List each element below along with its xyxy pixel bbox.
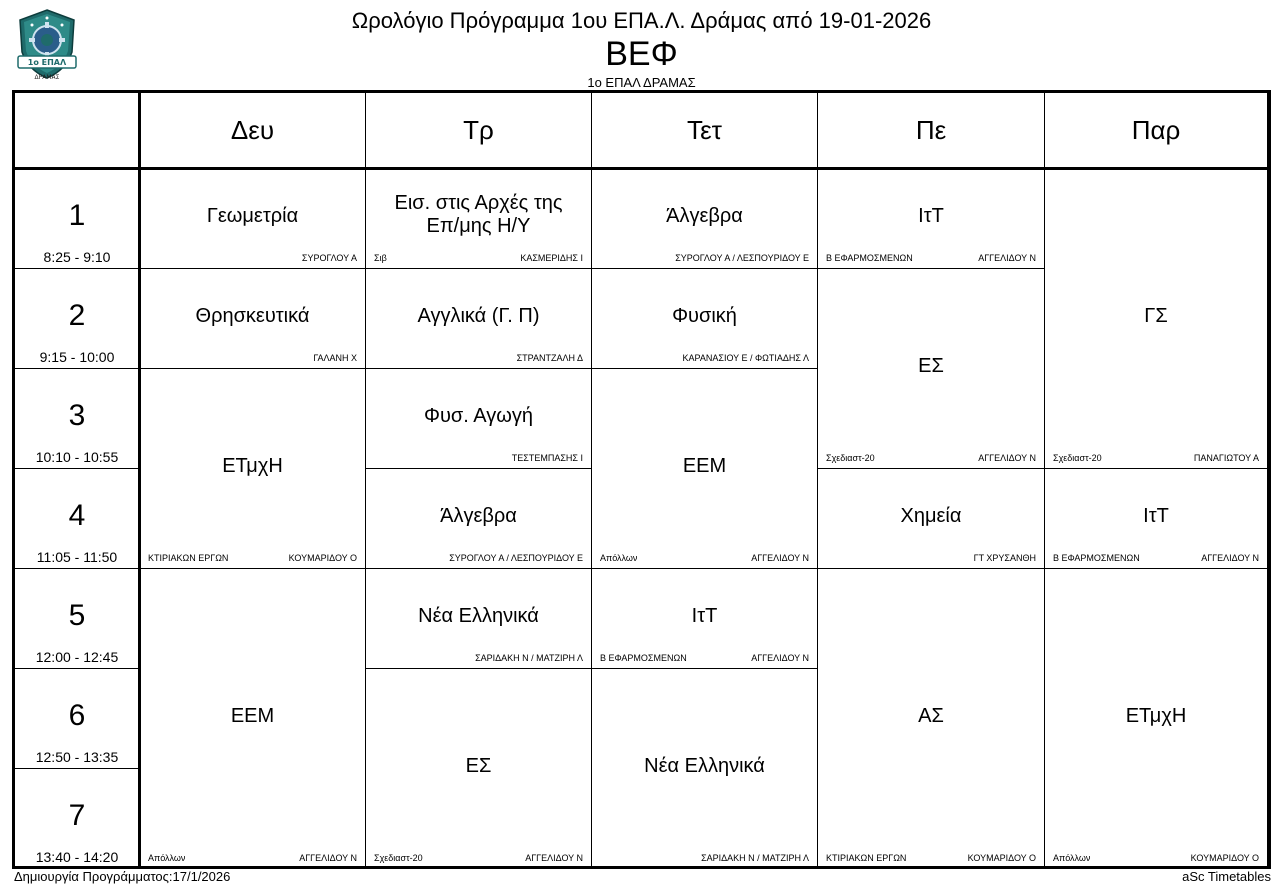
lesson-card[interactable] [592,169,818,269]
lesson-subject: Άλγεβρα [666,205,743,227]
lesson-subject: Θρησκευτικά [195,305,310,327]
lesson-teacher: ΑΓΓΕΛΙΔΟΥ Ν [751,553,809,563]
lesson-subject: Φυσ. Αγωγή [424,405,533,427]
lesson-card[interactable] [818,269,1045,469]
lesson-subject: Εισ. στις Αρχές της Επ/μης Η/Υ [394,192,563,237]
lesson-room: Σχεδιαστ-20 [826,453,875,463]
lesson-subject: ΕΕΜ [682,455,727,477]
day-header: Παρ [1045,93,1268,169]
lesson-teacher: ΑΓΓΕΛΙΔΟΥ Ν [978,453,1036,463]
lesson-card[interactable] [592,369,818,569]
period-number: 1 [68,199,86,232]
lesson-card[interactable] [1045,469,1268,569]
period-number: 7 [68,799,86,832]
lesson-subject: Νέα Ελληνικά [644,755,765,777]
lesson-room: ΚΤΙΡΙΑΚΩΝ ΕΡΓΩΝ [148,553,229,563]
lesson-card[interactable] [366,569,592,669]
period-cell [15,769,140,869]
period-number: 6 [68,699,86,732]
period-time: 8:25 - 9:10 [43,249,111,265]
period-number: 4 [68,499,86,532]
svg-text:1ο ΕΠΑΛ: 1ο ΕΠΑΛ [27,58,67,67]
lesson-room: Σχεδιαστ-20 [1053,453,1102,463]
lesson-teacher: ΣΑΡΙΔΑΚΗ Ν / ΜΑΤΖΙΡΗ Λ [475,653,583,663]
period-number: 2 [68,299,86,332]
lesson-teacher: ΣΥΡΟΓΛΟΥ Α [301,253,357,263]
day-header: Πε [818,93,1045,169]
lesson-card[interactable] [592,569,818,669]
lesson-card[interactable] [366,469,592,569]
lesson-teacher: ΚΟΥΜΑΡΙΔΟΥ Ο [288,553,357,563]
lesson-room: Β ΕΦΑΡΜΟΣΜΕΝΩΝ [600,653,687,663]
lesson-room: ΚΤΙΡΙΑΚΩΝ ΕΡΓΩΝ [826,853,907,863]
lesson-teacher: ΑΓΓΕΛΙΔΟΥ Ν [525,853,583,863]
lesson-teacher: ΚΟΥΜΑΡΙΔΟΥ Ο [967,853,1036,863]
lesson-teacher: ΣΥΡΟΓΛΟΥ Α / ΛΕΣΠΟΥΡΙΔΟΥ Ε [449,553,583,563]
lesson-subject: ΓΣ [1144,305,1168,327]
period-cell [15,369,140,469]
lesson-subject: Φυσική [672,305,737,327]
lesson-card[interactable] [818,169,1045,269]
lesson-subject: ΕΕΜ [230,705,275,727]
lesson-room: Σιβ [374,253,387,263]
lesson-teacher: ΓΤ ΧΡΥΣΑΝΘΗ [973,553,1036,563]
lesson-card[interactable] [366,169,592,269]
period-cell [15,469,140,569]
lesson-teacher: ΚΟΥΜΑΡΙΔΟΥ Ο [1190,853,1259,863]
day-header: Τρ [366,93,592,169]
lesson-subject: ΙτΤ [1143,505,1169,527]
lesson-card[interactable] [140,569,366,869]
lesson-card[interactable] [366,369,592,469]
lesson-teacher: ΚΑΣΜΕΡΙΔΗΣ Ι [520,253,583,263]
page-title: Ωρολόγιο Πρόγραμμα 1ου ΕΠΑ.Λ. Δράμας από 19-01-2026 [351,8,932,33]
lesson-teacher: ΑΓΓΕΛΙΔΟΥ Ν [751,653,809,663]
lesson-card[interactable] [818,469,1045,569]
period-time: 12:50 - 13:35 [35,749,119,765]
lesson-card[interactable] [1045,569,1268,869]
lesson-subject: Άλγεβρα [440,505,517,527]
lesson-subject: ΕΣ [465,755,492,777]
lesson-room: Απόλλων [148,853,186,863]
lesson-teacher: ΣΤΡΑΝΤΖΑΛΗ Δ [516,353,583,363]
lesson-card[interactable] [140,369,366,569]
period-time: 9:15 - 10:00 [39,349,115,365]
header-separator [15,167,1268,170]
lesson-teacher: ΑΓΓΕΛΙΔΟΥ Ν [978,253,1036,263]
lesson-card[interactable] [592,669,818,869]
lesson-card[interactable] [140,169,366,269]
lesson-teacher: ΑΓΓΕΛΙΔΟΥ Ν [299,853,357,863]
day-header: Δευ [140,93,366,169]
class-name: ΒΕΦ [605,35,678,73]
lesson-teacher: ΓΑΛΑΝΗ Χ [313,353,357,363]
lesson-subject: ΙτΤ [691,605,718,627]
period-time: 11:05 - 11:50 [36,549,118,565]
software-credit: aSc Timetables [1182,869,1271,884]
lesson-card[interactable] [140,269,366,369]
period-cell [15,169,140,269]
lesson-subject: ΑΣ [918,705,944,727]
lesson-teacher: ΑΓΓΕΛΙΔΟΥ Ν [1201,553,1259,563]
day-header: Τετ [592,93,818,169]
lesson-room: Β ΕΦΑΡΜΟΣΜΕΝΩΝ [826,253,913,263]
lesson-teacher: ΚΑΡΑΝΑΣΙΟΥ Ε / ΦΩΤΙΑΔΗΣ Λ [682,353,809,363]
lesson-card[interactable] [1045,169,1268,469]
lesson-teacher: ΠΑΝΑΓΙΩΤΟΥ Α [1193,453,1259,463]
lesson-teacher: ΣΥΡΟΓΛΟΥ Α / ΛΕΣΠΟΥΡΙΔΟΥ Ε [675,253,809,263]
lesson-room: Απόλλων [1053,853,1091,863]
corner-cell [15,93,140,169]
period-number: 3 [68,399,86,432]
lesson-subject: ΕΤμχΗ [1125,705,1187,727]
lesson-teacher: ΣΑΡΙΔΑΚΗ Ν / ΜΑΤΖΙΡΗ Λ [701,853,809,863]
period-cell [15,569,140,669]
created-date: Δημιουργία Προγράμματος:17/1/2026 [14,869,231,884]
period-cell [15,269,140,369]
lesson-room: Απόλλων [600,553,638,563]
lesson-card[interactable] [366,269,592,369]
school-name: 1ο ΕΠΑΛ ΔΡΑΜΑΣ [587,75,696,90]
lesson-room: Β ΕΦΑΡΜΟΣΜΕΝΩΝ [1053,553,1140,563]
lesson-subject: Νέα Ελληνικά [418,605,539,627]
lesson-room: Σχεδιαστ-20 [374,853,423,863]
period-cell [15,669,140,769]
lesson-subject: Χημεία [900,505,962,527]
period-time: 10:10 - 10:55 [35,449,119,465]
lesson-card[interactable] [366,669,592,869]
period-time: 13:40 - 14:20 [35,849,119,865]
lesson-subject: ΕΣ [918,355,944,377]
period-number: 5 [68,599,86,632]
lesson-subject: Γεωμετρία [206,205,299,227]
lesson-card[interactable] [818,569,1045,869]
lesson-teacher: ΤΕΣΤΕΜΠΑΣΗΣ Ι [511,453,583,463]
lesson-subject: Αγγλικά (Γ. Π) [417,305,540,327]
logo-caption: ΔΡΑΜΑΣ [34,74,60,81]
lesson-subject: ΕΤμχΗ [222,455,283,477]
lesson-card[interactable] [592,269,818,369]
lesson-subject: ΙτΤ [918,205,944,227]
period-separator [138,93,141,866]
period-time: 12:00 - 12:45 [35,649,119,665]
timetable-grid [12,90,1271,869]
